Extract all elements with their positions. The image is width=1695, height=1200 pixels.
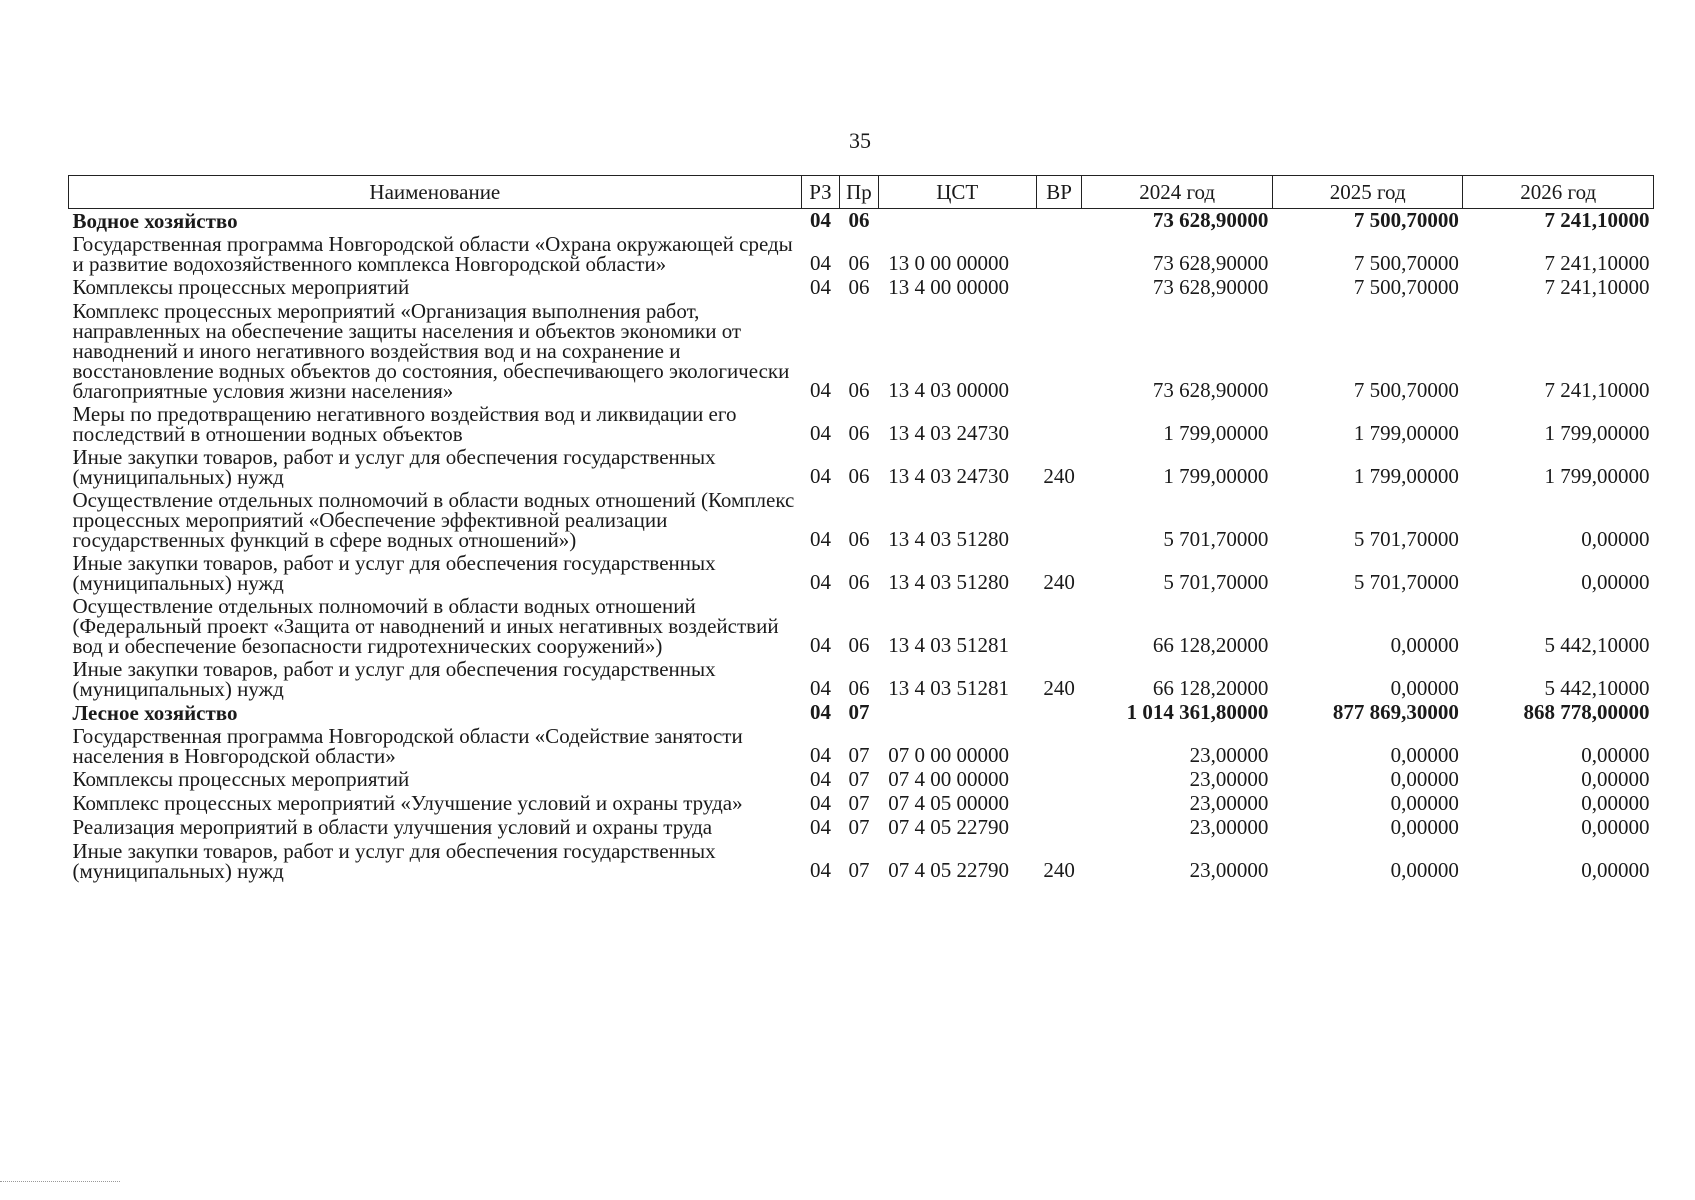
cell-vr xyxy=(1036,300,1082,403)
table-row xyxy=(69,276,1654,300)
table-header-row xyxy=(69,176,1654,209)
cell-pr: 07 xyxy=(848,791,870,815)
cell-cst xyxy=(878,209,1036,234)
table-row xyxy=(69,489,1654,552)
cell-rz: 04 xyxy=(809,633,831,657)
cell-2024: 73 628,90000 xyxy=(1152,208,1269,232)
cell-2024: 1 014 361,80000 xyxy=(1126,700,1269,724)
cell-2026: 5 442,10000 xyxy=(1544,633,1650,657)
cell-2025: 7 500,70000 xyxy=(1353,208,1459,232)
cell-2026: 0,00000 xyxy=(1581,767,1650,791)
budget-table xyxy=(68,175,1654,883)
cell-cst: 13 0 00 00000 xyxy=(888,251,1009,275)
cell-vr xyxy=(1036,816,1082,840)
cell-pr: 06 xyxy=(848,208,870,232)
cell-rz: 04 xyxy=(809,208,831,232)
cell-vr: 240 xyxy=(1043,464,1075,488)
header-rz: РЗ xyxy=(801,176,840,209)
table-row xyxy=(69,768,1654,792)
table-row xyxy=(69,403,1654,446)
table-row xyxy=(69,792,1654,816)
cell-2025: 0,00000 xyxy=(1390,743,1459,767)
cell-cst: 13 4 03 51280 xyxy=(888,570,1009,594)
cell-rz: 04 xyxy=(809,421,831,445)
header-2026: 2026 год xyxy=(1463,176,1654,209)
cell-pr: 06 xyxy=(848,378,870,402)
table-row xyxy=(69,658,1654,701)
cell-2024: 23,00000 xyxy=(1189,743,1269,767)
cell-rz: 04 xyxy=(809,378,831,402)
cell-2025: 5 701,70000 xyxy=(1353,570,1459,594)
cell-name: Осуществление отдельных полномочий в области водных отношений (Федеральный проект «Защита от наводнений и иных негативных воздействий вод и обеспечение безопасности гидротехнических сооружений») xyxy=(72,594,779,658)
cell-name: Комплекс процессных мероприятий «Улучшение условий и охраны труда» xyxy=(72,791,743,815)
cell-pr: 07 xyxy=(848,815,870,839)
cell-name: Меры по предотвращению негативного воздействия вод и ликвидации его последствий в отношении водных объектов xyxy=(72,402,737,446)
cell-2026: 0,00000 xyxy=(1581,527,1650,551)
cell-pr: 06 xyxy=(848,275,870,299)
cell-2026: 7 241,10000 xyxy=(1544,208,1650,232)
cell-2025: 7 500,70000 xyxy=(1353,378,1459,402)
cell-2025: 7 500,70000 xyxy=(1353,251,1459,275)
table-row xyxy=(69,446,1654,489)
cell-2024: 73 628,90000 xyxy=(1152,251,1269,275)
cell-2024: 1 799,00000 xyxy=(1163,421,1269,445)
cell-vr xyxy=(1036,233,1082,276)
cell-2024: 23,00000 xyxy=(1189,791,1269,815)
cell-vr: 240 xyxy=(1043,676,1075,700)
cell-2025: 5 701,70000 xyxy=(1353,527,1459,551)
cell-vr xyxy=(1036,209,1082,234)
cell-cst: 13 4 03 51281 xyxy=(888,633,1009,657)
header-cst: ЦСТ xyxy=(878,176,1036,209)
cell-pr: 06 xyxy=(848,633,870,657)
table-row xyxy=(69,595,1654,658)
cell-rz: 04 xyxy=(809,743,831,767)
cell-2025: 0,00000 xyxy=(1390,858,1459,882)
cell-cst: 13 4 03 51280 xyxy=(888,527,1009,551)
cell-2025: 1 799,00000 xyxy=(1353,421,1459,445)
cell-vr xyxy=(1036,768,1082,792)
cell-rz: 04 xyxy=(809,275,831,299)
cell-cst: 07 0 00 00000 xyxy=(888,743,1009,767)
table-row xyxy=(69,725,1654,768)
cell-vr xyxy=(1036,725,1082,768)
table-row xyxy=(69,233,1654,276)
header-pr: Пр xyxy=(840,176,879,209)
cell-cst: 07 4 05 22790 xyxy=(888,858,1009,882)
cell-rz: 04 xyxy=(809,700,831,724)
cell-cst: 07 4 00 00000 xyxy=(888,767,1009,791)
cell-2024: 66 128,20000 xyxy=(1152,676,1269,700)
scan-artifact-line xyxy=(0,1181,120,1184)
cell-rz: 04 xyxy=(809,858,831,882)
cell-vr xyxy=(1036,792,1082,816)
cell-2026: 0,00000 xyxy=(1581,858,1650,882)
cell-cst: 07 4 05 22790 xyxy=(888,815,1009,839)
header-2025: 2025 год xyxy=(1272,176,1463,209)
cell-2024: 5 701,70000 xyxy=(1163,527,1269,551)
cell-name: Реализация мероприятий в области улучшения условий и охраны труда xyxy=(72,815,713,839)
table-row xyxy=(69,816,1654,840)
cell-pr: 07 xyxy=(848,858,870,882)
table-row-section xyxy=(69,701,1654,725)
cell-name: Комплексы процессных мероприятий xyxy=(72,767,410,791)
cell-rz: 04 xyxy=(809,815,831,839)
cell-pr: 06 xyxy=(848,251,870,275)
cell-name: Комплекс процессных мероприятий «Организация выполнения работ, направленных на обеспечение защиты населения и объектов экономики от наводнений и иного негативного воздействия вод и на сохранение и восстановление водных объектов до состояния, обеспечивающего экологически благоприятные условия жизни населения» xyxy=(72,299,790,403)
cell-rz: 04 xyxy=(809,791,831,815)
cell-name: Государственная программа Новгородской области «Содействие занятости населения в Новгородской области» xyxy=(72,724,743,768)
table-row-section xyxy=(69,209,1654,234)
cell-rz: 04 xyxy=(809,570,831,594)
cell-2024: 23,00000 xyxy=(1189,858,1269,882)
cell-name: Иные закупки товаров, работ и услуг для обеспечения государственных (муниципальных) нужд xyxy=(72,839,716,883)
cell-2025: 0,00000 xyxy=(1390,767,1459,791)
cell-pr: 07 xyxy=(848,767,870,791)
cell-2026: 1 799,00000 xyxy=(1544,464,1650,488)
cell-vr: 240 xyxy=(1043,570,1075,594)
cell-2026: 7 241,10000 xyxy=(1544,275,1650,299)
cell-2025: 0,00000 xyxy=(1390,791,1459,815)
cell-2025: 0,00000 xyxy=(1390,815,1459,839)
page-number: 35 xyxy=(849,128,871,153)
cell-vr xyxy=(1036,701,1082,725)
cell-vr xyxy=(1036,595,1082,658)
cell-rz: 04 xyxy=(809,527,831,551)
cell-2025: 877 869,30000 xyxy=(1332,700,1459,724)
cell-2024: 5 701,70000 xyxy=(1163,570,1269,594)
cell-name: Иные закупки товаров, работ и услуг для обеспечения государственных (муниципальных) нужд xyxy=(72,551,716,595)
cell-rz: 04 xyxy=(809,767,831,791)
cell-name: Иные закупки товаров, работ и услуг для обеспечения государственных (муниципальных) нужд xyxy=(72,445,716,489)
cell-name: Государственная программа Новгородской области «Охрана окружающей среды и развитие водохозяйственного комплекса Новгородской области» xyxy=(72,232,793,276)
cell-2024: 23,00000 xyxy=(1189,767,1269,791)
cell-2026: 1 799,00000 xyxy=(1544,421,1650,445)
cell-2025: 7 500,70000 xyxy=(1353,275,1459,299)
table-row xyxy=(69,300,1654,403)
cell-2026: 7 241,10000 xyxy=(1544,251,1650,275)
cell-rz: 04 xyxy=(809,251,831,275)
cell-vr: 240 xyxy=(1043,858,1075,882)
header-2024: 2024 год xyxy=(1082,176,1273,209)
cell-2026: 0,00000 xyxy=(1581,743,1650,767)
cell-pr: 06 xyxy=(848,676,870,700)
cell-2024: 73 628,90000 xyxy=(1152,275,1269,299)
table-row xyxy=(69,840,1654,883)
cell-2024: 66 128,20000 xyxy=(1152,633,1269,657)
cell-2026: 5 442,10000 xyxy=(1544,676,1650,700)
cell-vr xyxy=(1036,276,1082,300)
cell-2024: 23,00000 xyxy=(1189,815,1269,839)
cell-2024: 73 628,90000 xyxy=(1152,378,1269,402)
cell-cst: 07 4 05 00000 xyxy=(888,791,1009,815)
cell-2024: 1 799,00000 xyxy=(1163,464,1269,488)
cell-rz: 04 xyxy=(809,464,831,488)
cell-name: Водное хозяйство xyxy=(72,209,238,233)
cell-pr: 06 xyxy=(848,570,870,594)
cell-name: Иные закупки товаров, работ и услуг для обеспечения государственных (муниципальных) нужд xyxy=(72,657,716,701)
cell-pr: 06 xyxy=(848,464,870,488)
cell-pr: 06 xyxy=(848,527,870,551)
cell-cst: 13 4 03 24730 xyxy=(888,421,1009,445)
header-vr: ВР xyxy=(1036,176,1082,209)
table-row xyxy=(69,552,1654,595)
cell-cst xyxy=(878,701,1036,725)
cell-cst: 13 4 03 24730 xyxy=(888,464,1009,488)
header-name: Наименование xyxy=(69,176,802,209)
cell-name: Комплексы процессных мероприятий xyxy=(72,275,410,299)
cell-cst: 13 4 03 51281 xyxy=(888,676,1009,700)
cell-vr xyxy=(1036,403,1082,446)
cell-name: Осуществление отдельных полномочий в области водных отношений (Комплекс процессных мероприятий «Обеспечение эффективной реализации государственных функций в сфере водных отношений») xyxy=(72,488,795,552)
cell-2026: 0,00000 xyxy=(1581,570,1650,594)
cell-2025: 0,00000 xyxy=(1390,633,1459,657)
cell-2025: 0,00000 xyxy=(1390,676,1459,700)
cell-2025: 1 799,00000 xyxy=(1353,464,1459,488)
cell-cst: 13 4 03 00000 xyxy=(888,378,1009,402)
cell-2026: 7 241,10000 xyxy=(1544,378,1650,402)
cell-cst: 13 4 00 00000 xyxy=(888,275,1009,299)
cell-vr xyxy=(1036,489,1082,552)
cell-pr: 06 xyxy=(848,421,870,445)
cell-name: Лесное хозяйство xyxy=(72,701,238,725)
cell-pr: 07 xyxy=(848,743,870,767)
cell-2026: 0,00000 xyxy=(1581,791,1650,815)
cell-rz: 04 xyxy=(809,676,831,700)
cell-pr: 07 xyxy=(848,700,870,724)
cell-2026: 0,00000 xyxy=(1581,815,1650,839)
cell-2026: 868 778,00000 xyxy=(1523,700,1650,724)
